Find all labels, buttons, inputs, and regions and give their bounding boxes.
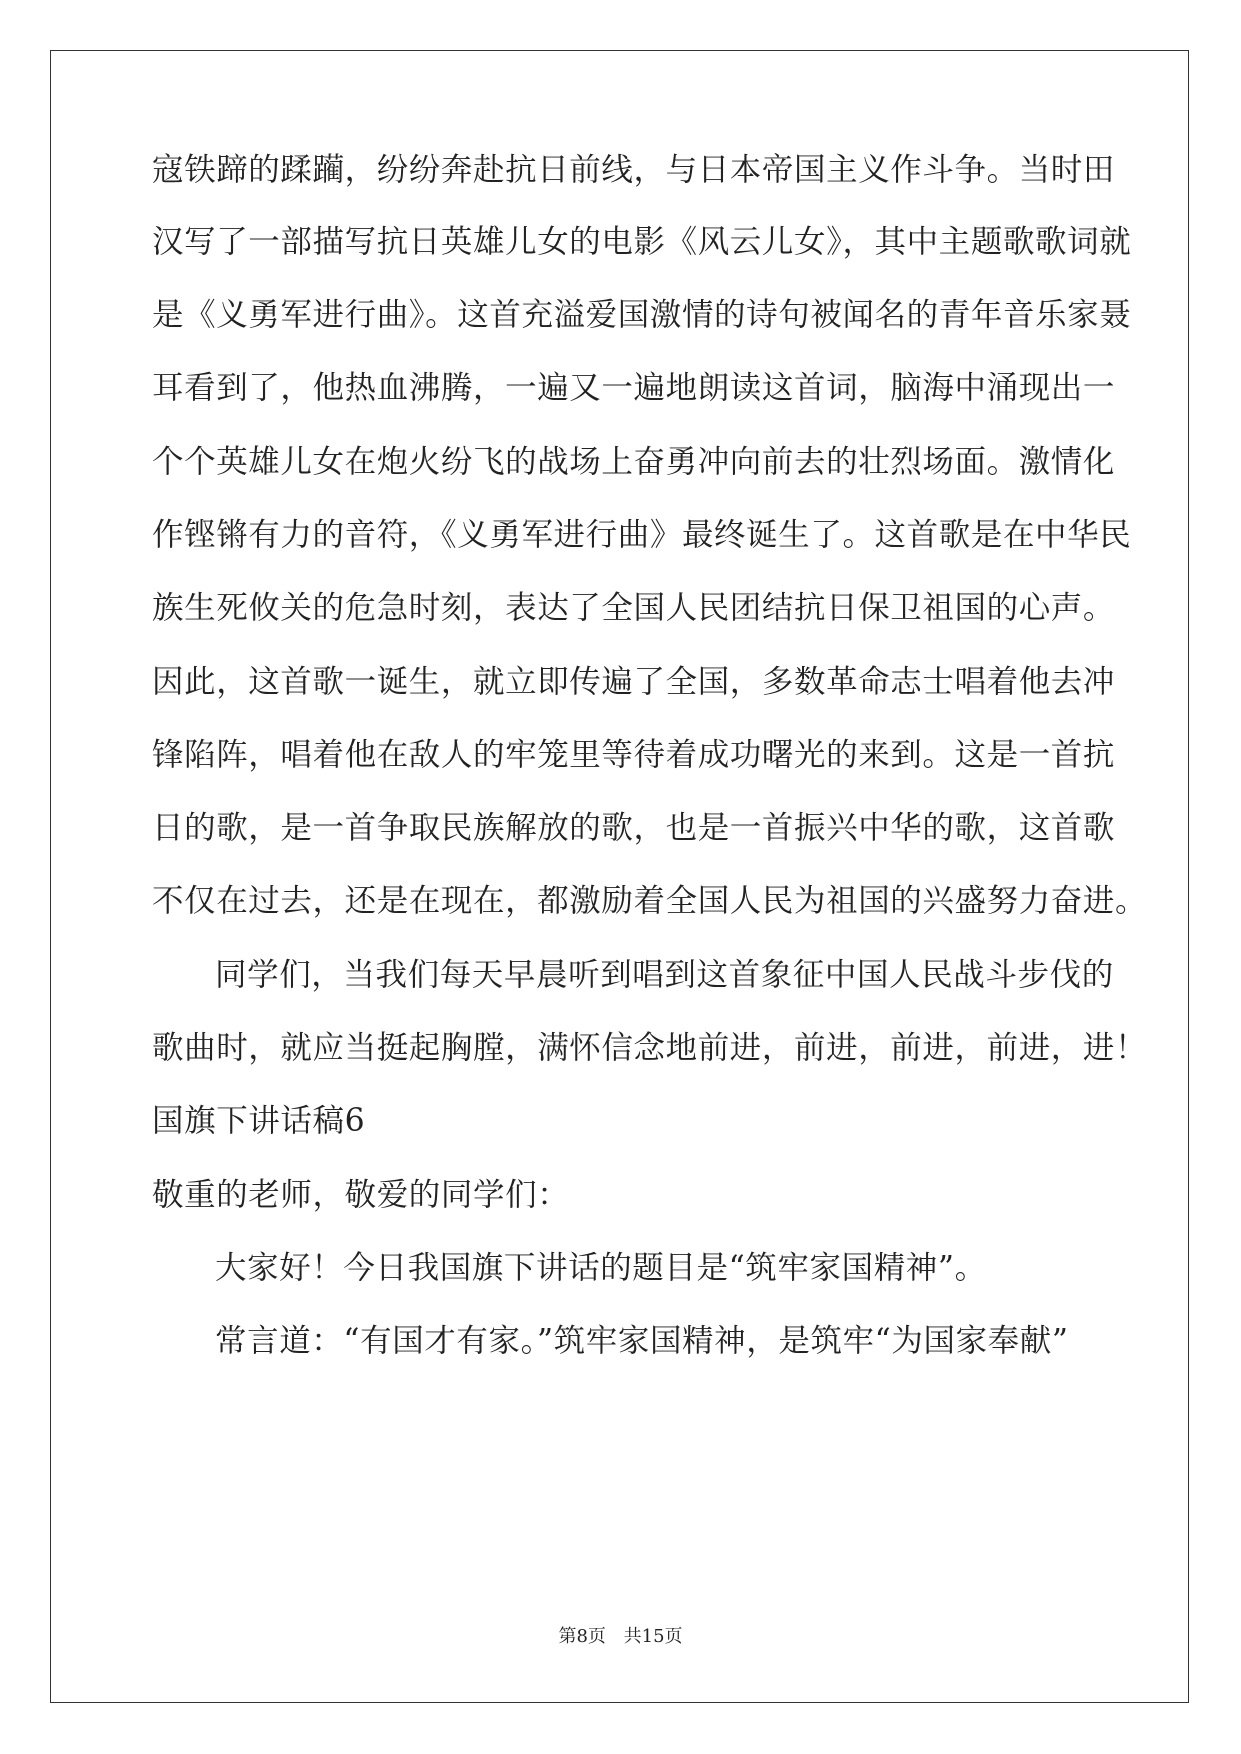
text-line: 是《义勇军进行曲》。这首充溢爱国激情的诗句被闻名的青年音乐家聂 xyxy=(152,297,1132,333)
text-line: 大家好！今日我国旗下讲话的题目是“筑牢家国精神”。 xyxy=(215,1250,987,1286)
text-line: 不仅在过去，还是在现在，都激励着全国人民为祖国的兴盛努力奋进。 xyxy=(152,883,1148,919)
text-line: 寇铁蹄的蹂躏，纷纷奔赴抗日前线，与日本帝国主义作斗争。当时田 xyxy=(152,152,1116,188)
text-line: 因此，这首歌一诞生，就立即传遍了全国，多数革命志士唱着他去冲 xyxy=(152,664,1116,700)
text-line: 常言道：“有国才有家。”筑牢家国精神，是筑牢“为国家奉献” xyxy=(215,1323,1069,1359)
salutation: 敬重的老师，敬爱的同学们： xyxy=(152,1177,570,1213)
section-heading: 国旗下讲话稿6 xyxy=(152,1103,366,1139)
page-footer xyxy=(0,1622,1241,1648)
text-line: 歌曲时，就应当挺起胸膛，满怀信念地前进，前进，前进，前进，进！ xyxy=(152,1030,1148,1066)
text-line: 作铿锵有力的音符，《义勇军进行曲》最终诞生了。这首歌是在中华民 xyxy=(152,517,1132,553)
text-line: 锋陷阵，唱着他在敌人的牢笼里等待着成功曙光的来到。这是一首抗 xyxy=(152,737,1116,773)
text-line: 同学们，当我们每天早晨听到唱到这首象征中国人民战斗步伐的 xyxy=(215,957,1114,993)
text-line: 汉写了一部描写抗日英雄儿女的电影《风云儿女》，其中主题歌歌词就 xyxy=(152,224,1132,260)
text-line: 日的歌，是一首争取民族解放的歌，也是一首振兴中华的歌，这首歌 xyxy=(152,810,1116,846)
page-number: 第8页 xyxy=(558,1626,606,1647)
text-line: 个个英雄儿女在炮火纷飞的战场上奋勇冲向前去的壮烈场面。激情化 xyxy=(152,444,1116,480)
text-line: 耳看到了，他热血沸腾，一遍又一遍地朗读这首词，脑海中涌现出一 xyxy=(152,370,1116,406)
text-line: 族生死攸关的危急时刻，表达了全国人民团结抗日保卫祖国的心声。 xyxy=(152,590,1116,626)
page-total: 共15页 xyxy=(623,1626,683,1647)
